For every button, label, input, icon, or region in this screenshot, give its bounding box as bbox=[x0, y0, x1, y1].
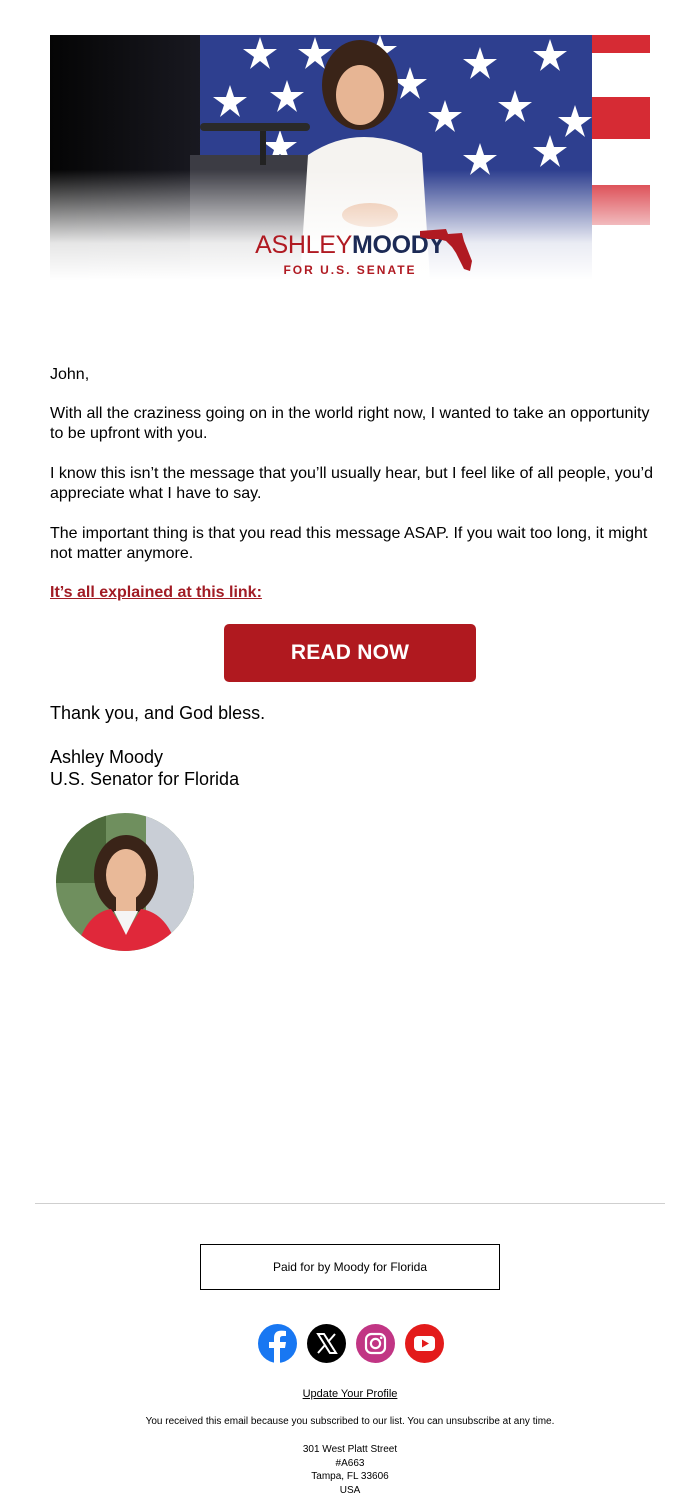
paragraph-2: I know this isn’t the message that you’ll usually hear, but I feel like of all people, you’d appreciate what I have to say. bbox=[50, 465, 654, 502]
x-icon[interactable] bbox=[307, 1324, 346, 1363]
paragraph-1: With all the craziness going on in the world right now, I wanted to take an opportunity to be upfront with you. bbox=[50, 405, 650, 442]
greeting: John, bbox=[50, 366, 90, 383]
logo-first-name: ASHLEY bbox=[255, 231, 352, 259]
closing-line: Thank you, and God bless. bbox=[50, 703, 266, 723]
campaign-logo bbox=[50, 231, 650, 277]
signature-name: Ashley Moody bbox=[50, 747, 164, 767]
address-unit: #A663 bbox=[335, 1457, 365, 1469]
youtube-icon[interactable] bbox=[405, 1324, 444, 1363]
logo-last-name: MOODY bbox=[351, 231, 445, 259]
hero-banner bbox=[50, 35, 650, 280]
read-now-button[interactable]: READ NOW bbox=[224, 624, 476, 682]
social-links bbox=[258, 1324, 444, 1363]
footer-divider bbox=[35, 1203, 665, 1204]
mailing-address bbox=[0, 1443, 700, 1497]
update-profile-link[interactable]: Update Your Profile bbox=[302, 1388, 398, 1400]
address-country: USA bbox=[339, 1484, 361, 1496]
subscription-notice: You received this email because you subscribed to our list. You can unsubscribe at any time. bbox=[145, 1416, 555, 1427]
address-street: 301 West Platt Street bbox=[302, 1444, 398, 1455]
instagram-icon[interactable] bbox=[356, 1324, 395, 1363]
paragraph-3: The important thing is that you read this message ASAP. If you wait too long, it might not matter anymore. bbox=[50, 525, 648, 562]
florida-state-icon bbox=[418, 225, 474, 273]
paid-for-text: Paid for by Moody for Florida bbox=[272, 1260, 428, 1274]
signature bbox=[50, 746, 239, 790]
address-city: Tampa, FL 33606 bbox=[311, 1471, 389, 1482]
explained-link[interactable]: It’s all explained at this link: bbox=[50, 584, 262, 601]
signature-title: U.S. Senator for Florida bbox=[50, 769, 240, 789]
facebook-icon[interactable] bbox=[258, 1324, 297, 1363]
logo-subtitle: FOR U.S. SENATE bbox=[283, 263, 417, 277]
paid-for-disclaimer bbox=[200, 1244, 500, 1290]
avatar bbox=[56, 813, 194, 951]
